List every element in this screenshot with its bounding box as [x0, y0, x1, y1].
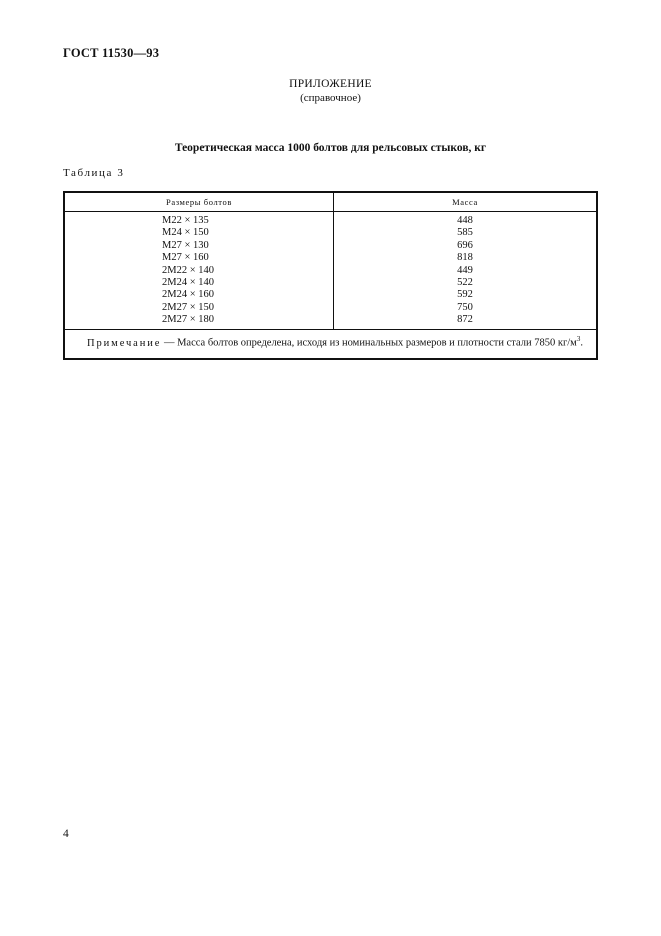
table-cell-mass: 872: [457, 314, 473, 326]
mass-column: [334, 215, 596, 327]
table-cell-size: 2М27 × 150: [162, 301, 215, 313]
column-header-sizes: Размеры болтов: [166, 197, 232, 207]
note-text: — Масса болтов определена, исходя из номинальных размеров и плотности стали 7850 кг/м: [161, 337, 577, 349]
table-cell-size: 2М27 × 180: [162, 314, 215, 326]
table-cell-mass: 448: [457, 215, 473, 226]
table-cell-size: М27 × 130: [162, 239, 209, 251]
note-end: .: [580, 337, 583, 349]
note-superscript: 3: [576, 335, 581, 343]
document-code: ГОСТ 11530—93: [63, 46, 160, 60]
table-cell-size: М22 × 135: [162, 215, 209, 226]
sizes-column: [162, 215, 282, 327]
main-title: Теоретическая масса 1000 болтов для рельсовых стыков, кг: [174, 142, 487, 154]
appendix-title: ПРИЛОЖЕНИЕ: [289, 78, 372, 90]
table-cell-mass: 818: [457, 252, 473, 264]
table-cell-size: М27 × 160: [162, 252, 209, 264]
appendix-note: (справочное): [300, 92, 361, 104]
table-cell-size: 2М24 × 160: [162, 289, 215, 301]
table-note: [65, 333, 596, 350]
table-cell-mass: 696: [457, 239, 473, 251]
page-number: 4: [63, 828, 69, 840]
note-separator: [65, 329, 596, 330]
data-table: [63, 191, 598, 360]
table-cell-size: М24 × 150: [162, 227, 209, 239]
table-header: [65, 193, 596, 212]
table-cell-mass: 522: [457, 277, 473, 289]
table-cell-mass: 449: [457, 264, 473, 276]
table-cell-mass: 750: [457, 301, 473, 313]
note-label: Примечание: [87, 337, 162, 349]
table-cell-mass: 592: [457, 289, 473, 301]
table-cell-size: 2М22 × 140: [162, 264, 215, 276]
column-header-mass: Масса: [452, 197, 478, 207]
table-cell-mass: 585: [457, 227, 473, 239]
table-cell-size: 2М24 × 140: [162, 277, 215, 289]
table-caption: Таблица 3: [63, 167, 125, 179]
